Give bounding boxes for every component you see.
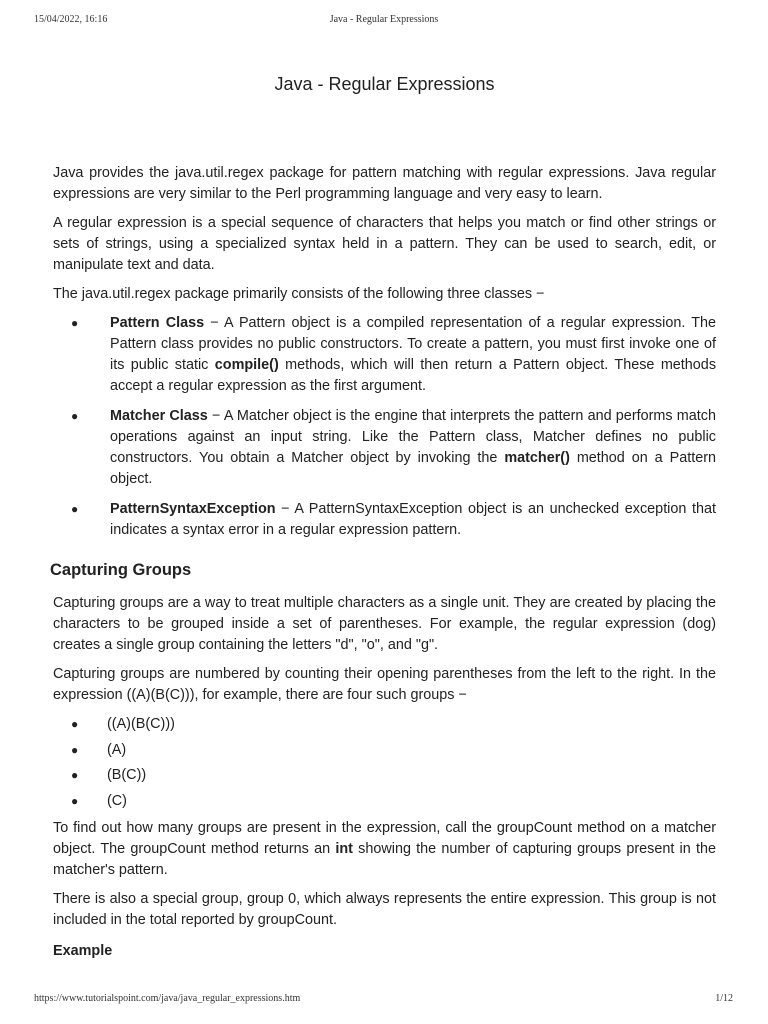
section-heading-capturing-groups: Capturing Groups — [50, 561, 192, 579]
term-matcher-class: Matcher Class — [110, 408, 208, 424]
groups-list — [53, 714, 716, 812]
list-item — [53, 765, 716, 786]
example-heading: Example — [53, 942, 113, 959]
list-item-pattern-class — [53, 313, 716, 397]
pattern-syntax-exception-desc: − A PatternSyntaxException object is an unchecked exception that indicates a syntax error in a regular expression pattern. — [110, 501, 716, 538]
group-count-text-b: showing the number of capturing groups present in the matcher's pattern. — [53, 840, 716, 878]
capturing-paragraph-3 — [53, 818, 716, 881]
code-matcher: matcher() — [504, 450, 570, 466]
pattern-class-desc-b: methods, which will then return a Pattern object. These methods accept a regular expression as the first argument. — [110, 357, 717, 394]
page-number: 1/12 — [715, 993, 733, 1004]
article-body — [50, 163, 717, 961]
term-pattern-class: Pattern Class — [110, 315, 205, 331]
matcher-class-desc-b: method on a Pattern object. — [110, 450, 716, 487]
pattern-class-desc-a: − A Pattern object is a compiled representation of a regular expression. The Pattern class provides no public constructors. To create a pattern, you must first invoke one of its public static — [110, 315, 716, 373]
print-datetime: 15/04/2022, 16:16 — [34, 14, 108, 25]
list-item-matcher-class — [53, 406, 716, 490]
bullet-icon: ● — [71, 793, 79, 808]
group-count-text-a: To find out how many groups are present in the expression, call the groupCount method on a matcher object. The groupCount method returns an — [53, 819, 716, 857]
capturing-paragraph-1: Capturing groups are a way to treat multiple characters as a single unit. They are created by placing the characters to be grouped inside a set of parentheses. For example, the regular expression (dog) creates a single group containing the letters "d", "o", and "g". — [53, 595, 716, 653]
source-url: https://www.tutorialspoint.com/java/java_regular_expressions.htm — [34, 993, 301, 1004]
intro-paragraph-2: A regular expression is a special sequence of characters that helps you match or find other strings or sets of strings, using a specialized syntax held in a pattern. They can be used to search, edit, or manipulate text and data. — [53, 215, 716, 273]
list-item — [53, 714, 716, 735]
group-expression: (C) — [107, 792, 127, 809]
intro-paragraph-1: Java provides the java.util.regex package for pattern matching with regular expressions. Java regular expressions are very similar to the Perl programming language and very easy to learn. — [53, 165, 716, 202]
bullet-icon: ● — [71, 768, 79, 783]
group-expression: ((A)(B(C))) — [107, 716, 175, 732]
capturing-paragraph-2: Capturing groups are numbered by counting their opening parentheses from the left to the right. In the expression ((A)(B(C))), for example, there are four such groups − — [53, 666, 716, 703]
capturing-paragraph-4: There is also a special group, group 0, which always represents the entire expression. This group is not included in the total reported by groupCount. — [53, 890, 716, 928]
code-compile: compile() — [214, 357, 279, 373]
intro-paragraph-3: The java.util.regex package primarily consists of the following three classes − — [53, 286, 545, 302]
page-title: Java - Regular Expressions — [274, 74, 495, 94]
classes-list — [53, 313, 716, 541]
list-item — [53, 791, 716, 812]
bullet-icon: ● — [71, 409, 79, 423]
int-keyword: int — [335, 840, 353, 857]
bullet-icon: ● — [71, 742, 79, 757]
bullet-icon: ● — [71, 316, 79, 330]
matcher-class-desc-a: − A Matcher object is the engine that interprets the pattern and performs match operations against an input string. Like the Pattern class, Matcher defines no public constructors. You obtain a Matcher object by invoking the — [110, 408, 716, 466]
group-expression: (B(C)) — [107, 767, 147, 784]
print-doc-title: Java - Regular Expressions — [329, 14, 439, 25]
bullet-icon: ● — [71, 717, 79, 731]
bullet-icon: ● — [71, 502, 79, 516]
list-item — [53, 740, 716, 761]
term-pattern-syntax-exception: PatternSyntaxException — [110, 501, 276, 517]
list-item-pattern-syntax-exception — [53, 499, 716, 541]
group-expression: (A) — [107, 741, 127, 758]
